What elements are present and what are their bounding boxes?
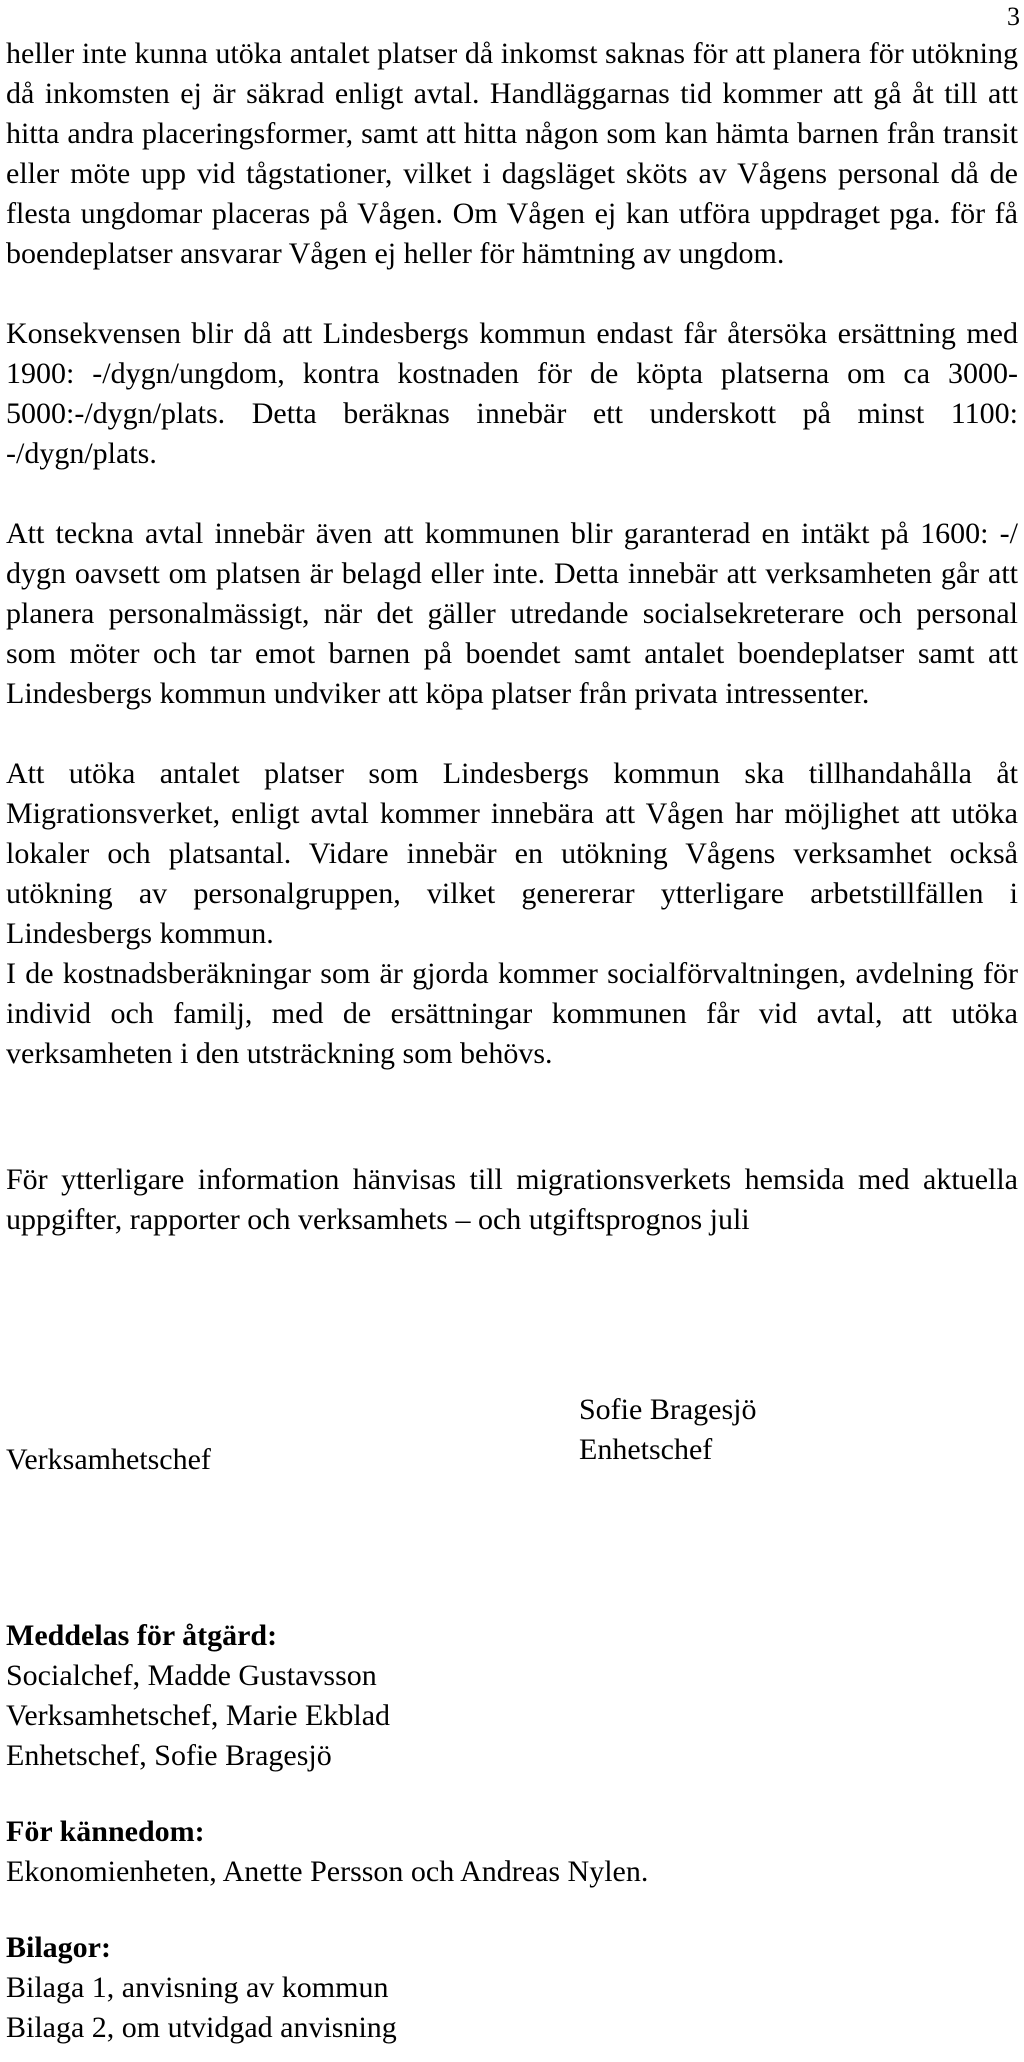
page-number: 3 [1007,2,1020,31]
action-heading: Meddelas för åtgärd: [6,1619,278,1652]
distribution-section [6,1616,1018,2048]
info-heading: För kännedom: [6,1815,205,1848]
paragraph-further-info: För ytterligare information hänvisas till migrationsverkets hemsida med aktuella uppgifter, rapporter och verksamhets – och utgiftsprognos juli [6,1163,1018,1236]
signature-right [579,1390,756,1470]
action-recipient: Enhetschef, Sofie Bragesjö [6,1739,332,1772]
paragraph-consequence: Konsekvensen blir då att Lindesbergs kommun endast får återsöka ersättning med 1900: -/dygn/ungdom, kontra kostnaden för de köpta platserna om ca 3000-5000:-/dygn/plats. Detta beräknas innebär ett underskott på minst 1100: -/dygn/plats. [6,317,1018,470]
attachment-item: Bilaga 2, om utvidgad anvisning [6,2011,397,2044]
paragraph-agreement: Att teckna avtal innebär även att kommunen blir garanterad en intäkt på 1600: -/ dygn oavsett om platsen är belagd eller inte. Detta innebär att verksamheten går att planera personalmässigt, när det gäller utredande socialsekreterare och personal som möter och tar emot barnen på boendet samt antalet boendeplatser samt att Lindesbergs kommun undviker att köpa platser från privata intressenter. [6,517,1018,710]
document-body [6,34,1018,2048]
attachment-item: Bilaga 1, anvisning av kommun [6,1971,389,2004]
info-recipient: Ekonomienheten, Anette Persson och Andreas Nylen. [6,1855,649,1888]
paragraph-cost-calculation: I de kostnadsberäkningar som är gjorda kommer socialförvaltningen, avdelning för individ och familj, med de ersättningar kommunen får vid avtal, att utöka verksamheten i den utsträckning som behövs. [6,957,1018,1070]
action-recipient: Verksamhetschef, Marie Ekblad [6,1699,391,1732]
action-recipient: Socialchef, Madde Gustavsson [6,1659,377,1692]
attachments-heading: Bilagor: [6,1931,111,1964]
signature-left-title: Verksamhetschef [6,1443,211,1476]
signature-block [6,1390,1018,1520]
signature-right-name: Sofie Bragesjö [579,1393,757,1426]
paragraph-capacity: heller inte kunna utöka antalet platser då inkomst saknas för att planera för utökning då inkomsten ej är säkrad enligt avtal. Handläggarnas tid kommer att gå åt till att hitta andra placeringsformer, samt att hitta någon som kan hämta barnen från transit eller möte upp vid tågstationer, vilket i dagsläget sköts av Vågens personal då de flesta ungdomar placeras på Vågen. Om Vågen ej kan utföra uppdraget pga. för få boendeplatser ansvarar Vågen ej heller för hämtning av ungdom. [6,37,1018,270]
paragraph-expansion: Att utöka antalet platser som Lindesbergs kommun ska tillhandahålla åt Migrationsverket, enligt avtal kommer innebära att Vågen har möjlighet att utöka lokaler och platsantal. Vidare innebär en utökning Vågens verksamhet också utökning av personalgruppen, vilket genererar ytterligare arbetstillfällen i Lindesbergs kommun. [6,757,1018,950]
signature-right-title: Enhetschef [579,1433,713,1466]
